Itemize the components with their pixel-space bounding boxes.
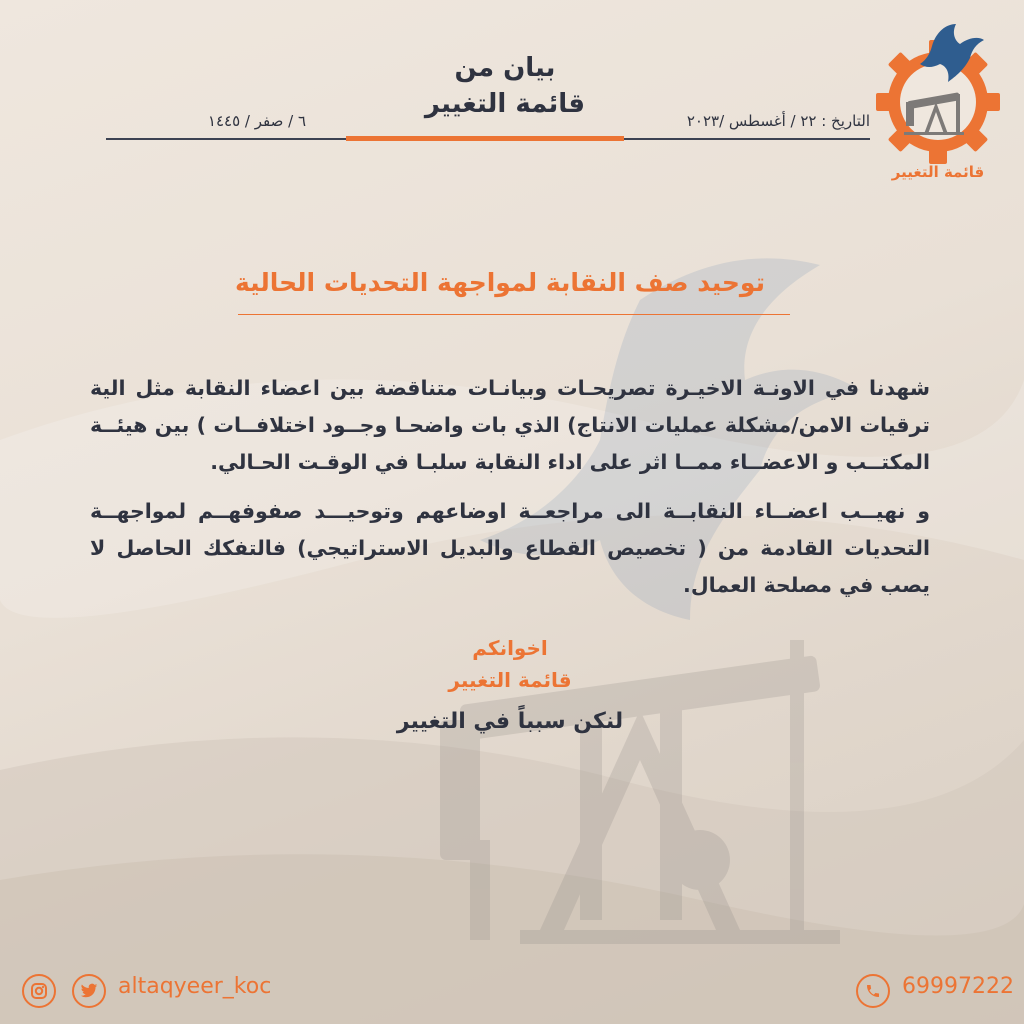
twitter-icon[interactable]	[72, 974, 106, 1008]
social-handle[interactable]: altaqyeer_koc	[118, 974, 272, 999]
instagram-icon[interactable]	[22, 974, 56, 1008]
logo-label: قائمة التغيير	[891, 163, 985, 181]
title-line-1: بيان من	[454, 53, 556, 83]
body-paragraph-1: شهدنا في الاونـة الاخيـرة تصريحـات وبيانـات متناقضة بين اعضاء النقابة مثل الية ترقيات الامن/مشكلة عمليات الانتاج) الذي بات واضحـا وجــود اختلافــات ) بين هيئــة المكتــب و الاعضــاء ممــا اثر على اداء النقابة سلبـا في الوقـت الحـالي.	[90, 376, 930, 474]
signoff-slogan: لنكن سبباً في التغيير	[396, 709, 624, 734]
header-divider-accent	[346, 136, 624, 141]
subject-underline	[238, 314, 790, 315]
title-line-2: قائمة التغيير	[424, 89, 586, 119]
gear-with-eagle-and-oil-pump-icon	[872, 10, 1004, 180]
contact-phone[interactable]: 69997222	[902, 974, 1014, 999]
signoff-name: قائمة التغيير	[448, 668, 572, 692]
signoff-block	[360, 632, 660, 742]
gregorian-date: التاريخ : ٢٢ / أغسطس /٢٠٢٣	[686, 112, 870, 130]
hijri-date: ٦ / صفر / ١٤٤٥	[207, 112, 306, 130]
body-paragraph-2: و نهيــب اعضــاء النقابــة الى مراجعــة اوضاعهم وتوحيـــد صفوفهــم لمواجهــة التحديات القادمة من ( تخصيص القطاع والبديل الاستراتيجي) فالتفكك الحاصل لا يصب في مصلحة العمال.	[90, 499, 930, 597]
statement-body	[90, 370, 930, 616]
signoff-greeting: اخوانكم	[472, 636, 548, 660]
phone-icon[interactable]	[856, 974, 890, 1008]
statement-subject: توحيد صف النقابة لمواجهة التحديات الحالية	[235, 268, 765, 297]
header-divider-right	[624, 138, 870, 140]
statement-title	[380, 50, 630, 122]
header-divider-left	[106, 138, 346, 140]
